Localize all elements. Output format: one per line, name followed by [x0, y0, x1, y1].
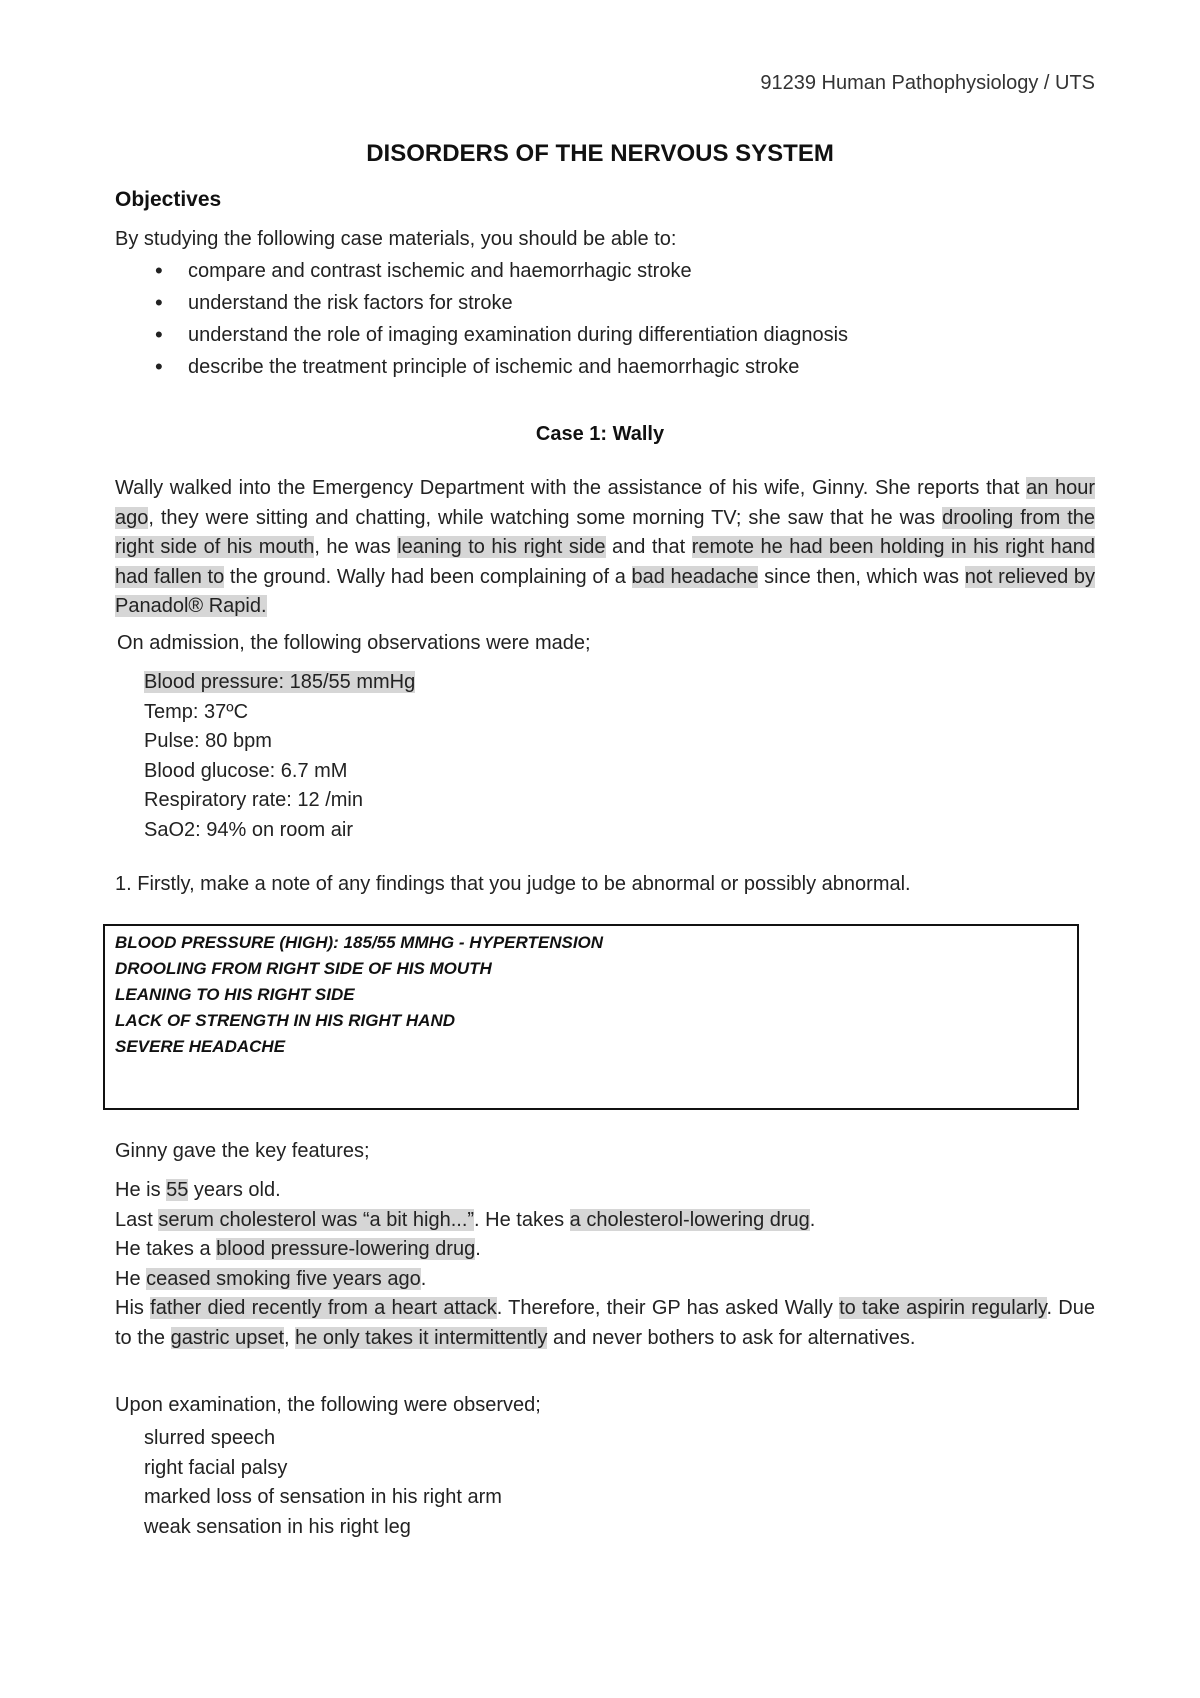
case-narrative	[115, 474, 1095, 622]
exam-findings	[144, 1424, 502, 1542]
observation-item: Blood glucose: 6.7 mM	[144, 759, 348, 782]
observations-intro: On admission, the following observations were made;	[117, 632, 591, 654]
exam-intro: Upon examination, the following were observed;	[115, 1394, 541, 1416]
observation-item	[144, 668, 415, 698]
observation-item: Temp: 37ºC	[144, 700, 249, 723]
highlight: not relieved by Panadol® Rapid.	[115, 565, 1096, 617]
text: He	[115, 1267, 147, 1290]
text: Wally walked into the Emergency Department with the assistance of his wife, Ginny. She reports that	[115, 477, 1027, 499]
text: His	[115, 1297, 151, 1319]
highlight: 55	[166, 1179, 189, 1201]
answer-line: LACK OF STRENGTH IN HIS RIGHT HAND	[115, 1011, 455, 1030]
highlight: remote he had been holding in his right hand had fallen to	[115, 536, 1096, 588]
feature-line	[115, 1294, 1095, 1353]
text: and that	[605, 536, 692, 558]
highlight: serum cholesterol was “a bit high...”	[158, 1208, 475, 1231]
text: Last	[115, 1208, 159, 1231]
highlight: ceased smoking five years ago	[146, 1267, 421, 1290]
text: . Therefore, their GP has asked Wally	[496, 1297, 840, 1319]
text: .	[475, 1238, 481, 1260]
list-item: • describe the treatment principle of ischemic and haemorrhagic stroke	[115, 351, 848, 383]
text: . Due to the	[115, 1297, 1095, 1349]
observation-item: Respiratory rate: 12 /min	[144, 789, 363, 811]
text: He takes a	[115, 1238, 217, 1260]
question-1: 1. Firstly, make a note of any findings that you judge to be abnormal or possibly abnormal.	[115, 873, 911, 895]
highlight: an hour ago	[115, 477, 1095, 529]
highlight: leaning to his right side	[397, 536, 606, 558]
highlight: blood pressure-lowering drug	[216, 1238, 476, 1260]
highlight: gastric upset	[170, 1326, 284, 1349]
text: , they were sitting and chatting, while watching some morning TV; she saw that he was	[148, 506, 943, 529]
highlight: drooling from the right side of his mouth	[115, 506, 1095, 558]
objectives-intro: By studying the following case materials, you should be able to:	[115, 228, 677, 250]
feature-line	[115, 1235, 1095, 1265]
list-item: slurred speech	[144, 1427, 276, 1449]
observations-list	[144, 668, 415, 845]
feature-line	[115, 1206, 1095, 1236]
case-title: Case 1: Wally	[535, 423, 665, 445]
text: the ground. Wally had been complaining of a	[224, 565, 632, 588]
text: .	[420, 1267, 427, 1290]
list-item: weak sensation in his right leg	[144, 1515, 411, 1538]
text: , he was	[314, 536, 398, 558]
answer-line: SEVERE HEADACHE	[115, 1037, 286, 1056]
feature-line	[115, 1265, 1095, 1295]
observation-item: SaO2: 94% on room air	[144, 818, 353, 841]
answer-line: LEANING TO HIS RIGHT SIDE	[115, 985, 355, 1004]
text: ,	[284, 1326, 296, 1349]
objectives-heading: Objectives	[115, 188, 222, 211]
observation-item: Pulse: 80 bpm	[144, 730, 272, 752]
answer-line: DROOLING FROM RIGHT SIDE OF HIS MOUTH	[115, 959, 492, 978]
list-item: marked loss of sensation in his right arm	[144, 1486, 502, 1508]
highlight: to take aspirin regularly	[839, 1297, 1047, 1319]
features-intro: Ginny gave the key features;	[115, 1140, 370, 1162]
text: He is	[115, 1179, 167, 1201]
feature-line	[115, 1176, 1095, 1206]
highlight: bad headache	[631, 565, 759, 588]
list-item: right facial palsy	[144, 1456, 288, 1479]
text: .	[809, 1208, 816, 1231]
text: . He takes	[474, 1208, 570, 1231]
text: since then, which was	[758, 565, 965, 588]
course-header: 91239 Human Pathophysiology / UTS	[760, 72, 1095, 94]
list-item: • understand the risk factors for stroke	[115, 287, 848, 319]
key-features	[115, 1176, 1095, 1353]
text: years old.	[188, 1179, 281, 1201]
answer-box[interactable]	[103, 924, 1079, 1110]
answer-line: BLOOD PRESSURE (HIGH): 185/55 MMHG - HYPERTENSION	[115, 933, 604, 952]
objectives-list	[115, 255, 848, 383]
highlight: he only takes it intermittently	[295, 1326, 548, 1349]
highlight: Blood pressure: 185/55 mmHg	[144, 671, 416, 693]
list-item: • compare and contrast ischemic and haemorrhagic stroke	[115, 255, 848, 287]
highlight: a cholesterol-lowering drug	[569, 1208, 810, 1231]
list-item: • understand the role of imaging examination during differentiation diagnosis	[115, 319, 848, 351]
text: and never bothers to ask for alternatives.	[547, 1326, 916, 1349]
highlight: father died recently from a heart attack	[150, 1297, 497, 1319]
page-title: DISORDERS OF THE NERVOUS SYSTEM	[366, 140, 834, 167]
